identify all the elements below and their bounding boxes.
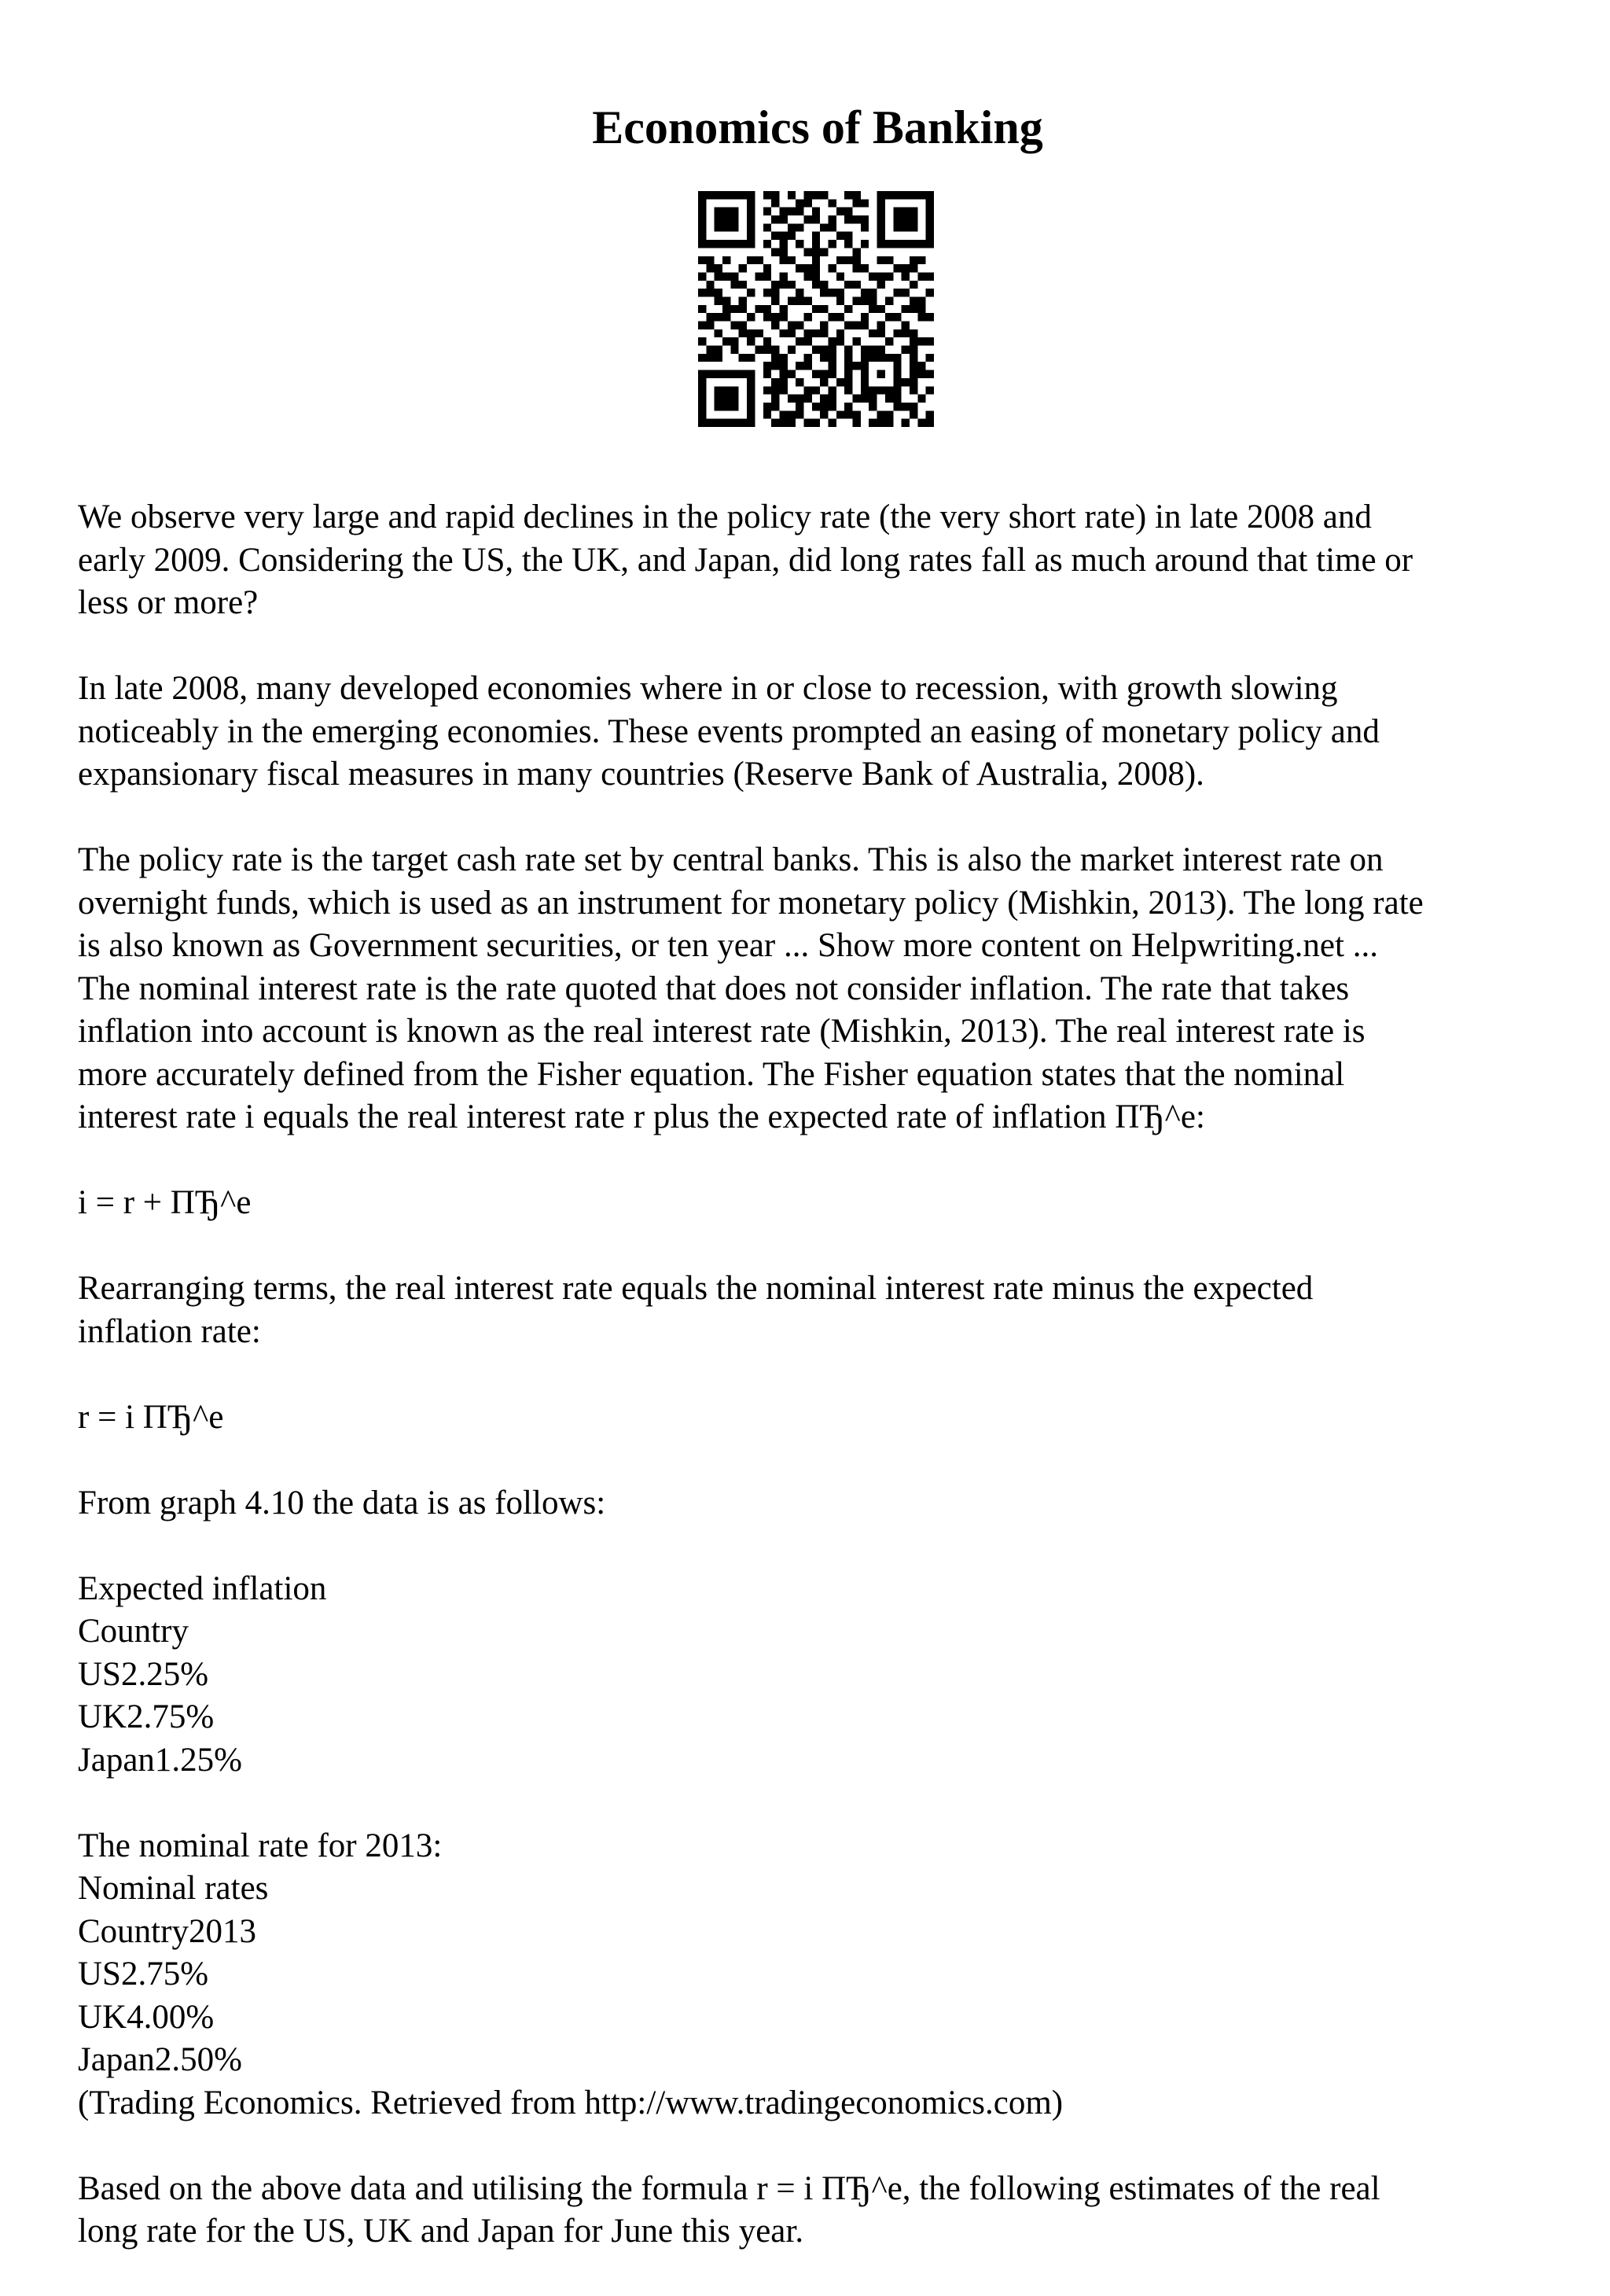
paragraph-graph-reference [78,1482,1571,1525]
text-line: i = r + ПЂ^e [78,1184,252,1221]
list-item: UK4.00% [78,1998,215,2036]
document-body [78,496,1571,2296]
text-line: inflation rate: [78,1312,261,1350]
list-item: Expected inflation [78,1569,327,1607]
list-item: Country2013 [78,1912,256,1950]
text-line: inflation into account is known as the real interest rate (Mishkin, 2013). The real interest rate is [78,1013,1366,1050]
text-line: early 2009. Considering the US, the UK, and Japan, did long rates fall as much around that time or [78,541,1413,579]
nominal-rates-list [78,1825,1571,2125]
text-line: noticeably in the emerging economies. These events prompted an easing of monetary policy and [78,712,1380,750]
list-item: The nominal rate for 2013: [78,1827,443,1864]
text-line: Rearranging terms, the real interest rate equals the nominal interest rate minus the expected [78,1270,1314,1307]
paragraph-rearranging [78,1268,1571,1353]
document-title: Economics of Banking [592,101,1043,153]
text-line: expansionary fiscal measures in many countries (Reserve Bank of Australia, 2008). [78,756,1204,793]
text-line: Based on the above data and utilising the formula r = i ПЂ^e, the following estimates of the real [78,2169,1380,2207]
fisher-equation [78,1182,1571,1225]
expected-inflation-list [78,1568,1571,1783]
list-item: Nominal rates [78,1870,269,1907]
list-item: Japan1.25% [78,1741,242,1779]
qr-code-icon [698,190,934,428]
list-item: US2.75% [78,1956,209,1992]
paragraph-late-2008 [78,668,1571,797]
text-line: more accurately defined from the Fisher equation. The Fisher equation states that the nominal [78,1055,1345,1093]
text-line: is also known as Government securities, or ten year ... Show more content on Helpwriting.net ... [78,927,1378,964]
paragraph-policy-rate-definition [78,839,1571,1139]
real-rate-equation [78,1396,1571,1440]
text-line: We observe very large and rapid declines in the policy rate (the very short rate) in late 2008 and [78,499,1372,535]
text-line: The policy rate is the target cash rate set by central banks. This is also the market interest rate on [78,841,1384,878]
text-line: From graph 4.10 the data is as follows: [78,1484,606,1521]
text-line: In late 2008, many developed economies where in or close to recession, with growth slowing [78,670,1338,707]
list-item: UK2.75% [78,1698,215,1735]
list-item: US2.25% [78,1655,209,1693]
list-item: Country [78,1613,189,1650]
text-line: overnight funds, which is used as an instrument for monetary policy (Mishkin, 2013). The long rate [78,884,1424,922]
text-line: r = i ПЂ^e [78,1398,224,1436]
list-item: Japan2.50% [78,2041,242,2078]
text-line: The nominal interest rate is the rate quoted that does not consider inflation. The rate that takes [78,970,1350,1007]
text-line: long rate for the US, UK and Japan for June this year. [78,2213,804,2250]
paragraph-policy-rate-question [78,496,1571,625]
paragraph-estimates [78,2168,1571,2254]
citation: (Trading Economics. Retrieved from http://www.tradingeconomics.com) [78,2084,1064,2121]
text-line: interest rate i equals the real interest rate r plus the expected rate of inflation ПЂ^e: [78,1098,1205,1135]
text-line: less or more? [78,584,259,621]
